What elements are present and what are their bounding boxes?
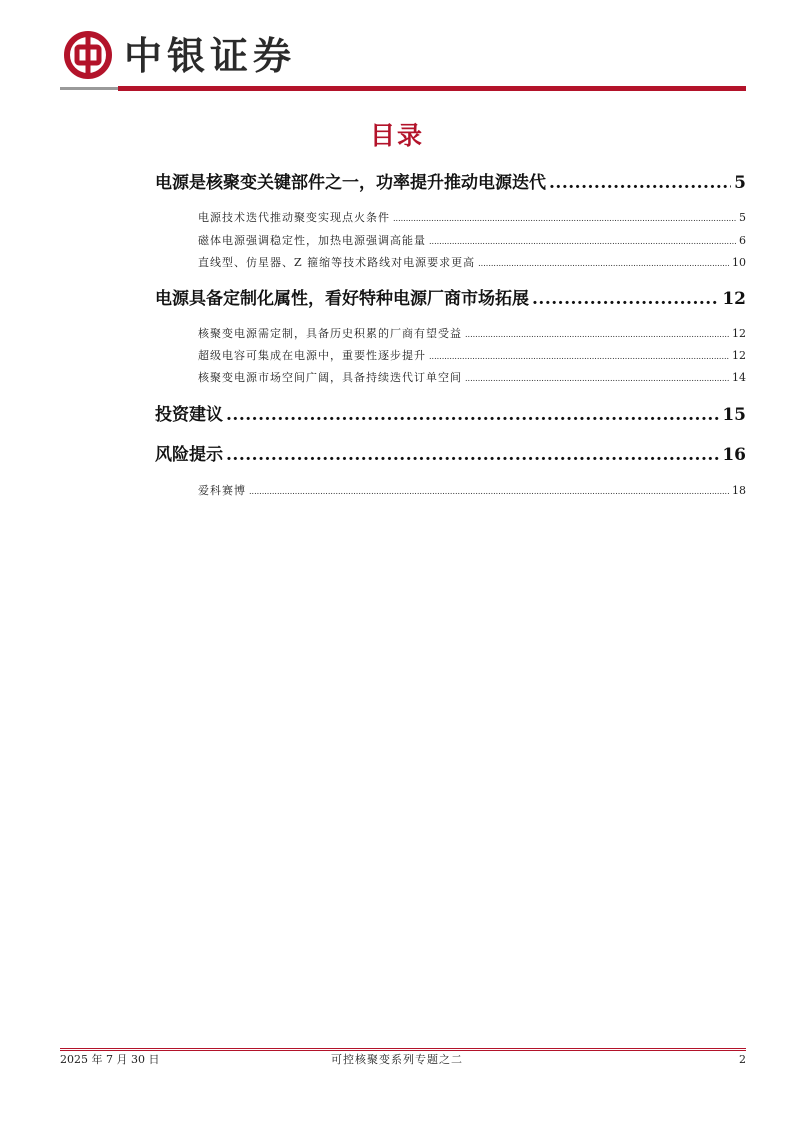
toc-entry-page: 12: [732, 327, 746, 340]
toc-entry-text: 超级电容可集成在电源中，重要性逐步提升: [198, 349, 426, 362]
toc-leader-dots: [226, 442, 719, 468]
toc-entry-level2[interactable]: [198, 254, 746, 272]
toc-entry-level1[interactable]: [155, 286, 746, 312]
toc-leader-dots: [549, 170, 731, 196]
toc-entry-level1[interactable]: [155, 402, 746, 428]
toc-entry-text: 电源具备定制化属性，看好特种电源厂商市场拓展: [155, 289, 529, 309]
toc-leader-dots: [465, 325, 729, 344]
page-header: [60, 28, 746, 92]
toc-entry-text: 磁体电源强调稳定性，加热电源强调高能量: [198, 234, 426, 247]
footer-page-number: 2: [739, 1053, 746, 1066]
toc-title: 目录: [369, 121, 424, 150]
toc-entry-level2[interactable]: [198, 369, 746, 387]
toc-entry-level2[interactable]: [198, 325, 746, 343]
toc-entry-level2[interactable]: [198, 482, 746, 500]
toc-entry-level2[interactable]: [198, 209, 746, 227]
footer-rule: [60, 1048, 746, 1049]
toc-leader-dots: [249, 482, 729, 501]
toc-entry-text: 核聚变电源市场空间广阔，具备持续迭代订单空间: [198, 371, 462, 384]
toc-entry-level2[interactable]: [198, 232, 746, 250]
toc-entry-page: 12: [722, 289, 746, 309]
toc-leader-dots: [429, 232, 736, 251]
toc-entry-page: 6: [739, 234, 746, 247]
toc-entry-page: 5: [739, 211, 746, 224]
brand-name: 中银证券: [124, 34, 297, 78]
toc-entry-text: 核聚变电源需定制，具备历史积累的厂商有望受益: [198, 327, 462, 340]
toc-entry-level2[interactable]: [198, 347, 746, 365]
toc-entry-text: 电源技术迭代推动聚变实现点火条件: [198, 211, 390, 224]
bank-of-china-logo-icon: [64, 31, 112, 79]
toc-entry-page: 10: [732, 256, 746, 269]
footer-report-title: 可控核聚变系列专题之二: [331, 1053, 463, 1066]
toc-entry-page: 14: [732, 371, 746, 384]
toc-entry-level1[interactable]: [155, 170, 746, 196]
toc-entry-page: 5: [734, 173, 746, 193]
toc-leader-dots: [226, 402, 719, 428]
toc-leader-dots: [393, 209, 736, 228]
toc-entry-page: 12: [732, 349, 746, 362]
toc-leader-dots: [429, 347, 729, 366]
footer-date: 2025 年 7 月 30 日: [60, 1053, 160, 1066]
toc-entry-level1[interactable]: [155, 442, 746, 468]
toc-leader-dots: [478, 254, 729, 273]
toc-entry-text: 直线型、仿星器、Z 箍缩等技术路线对电源要求更高: [198, 256, 476, 269]
toc-entry-text: 投资建议: [155, 405, 223, 425]
toc-entry-text: 爱科赛博: [198, 484, 246, 497]
footer-rule-thin: [60, 1050, 746, 1051]
toc-entry-text: 电源是核聚变关键部件之一，功率提升推动电源迭代: [155, 173, 546, 193]
toc-leader-dots: [465, 369, 729, 388]
toc-entry-text: 风险提示: [155, 445, 223, 465]
toc-entry-page: 15: [722, 405, 746, 425]
toc-leader-dots: [532, 286, 719, 312]
header-rule-red: [118, 86, 746, 91]
toc-entry-page: 16: [722, 445, 746, 465]
toc-entry-page: 18: [732, 484, 746, 497]
